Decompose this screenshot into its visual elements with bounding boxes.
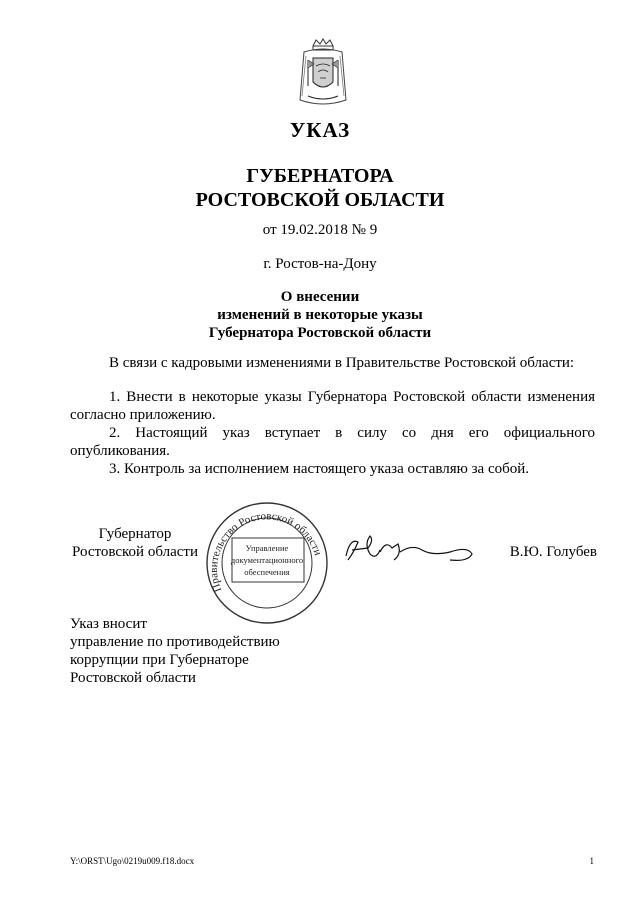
decree-item-1: 1. Внести в некоторые указы Губернатора Ростовской области изменения согласно приложению.	[70, 389, 595, 423]
footer-page-number: 1	[589, 856, 594, 866]
subtitle-line-1: ГУБЕРНАТОРА	[246, 165, 394, 187]
handwritten-signature	[340, 530, 490, 570]
coat-of-arms-emblem	[296, 38, 350, 110]
position-line-1: Губернатор	[98, 526, 172, 542]
subject-line-3: Губернатора Ростовской области	[208, 325, 432, 341]
signatory-position	[70, 525, 200, 561]
stamp-inner-line-1: Управление	[245, 543, 289, 553]
position-line-2: Ростовской области	[72, 544, 198, 560]
decree-items	[70, 388, 595, 478]
decree-item-3: 3. Контроль за исполнением настоящего указа оставляю за собой.	[109, 461, 530, 477]
stamp-inner-line-2: документационного	[230, 555, 304, 565]
stamp-inner-line-3: обеспечения	[244, 567, 290, 577]
submitted-by-line-4: Ростовской области	[70, 670, 196, 686]
footer-file-path: Y:\ORST\Ugo\0219u009.f18.docx	[70, 856, 195, 866]
preamble-text: В связи с кадровыми изменениями в Правительстве Ростовской области:	[109, 355, 575, 371]
date-number: от 19.02.2018 № 9	[262, 222, 378, 238]
submitted-by-line-3: коррупции при Губернаторе	[70, 652, 249, 668]
subject-line-1: О внесении	[280, 289, 360, 305]
subtitle-line-2: РОСТОВСКОЙ ОБЛАСТИ	[195, 189, 445, 211]
document-subject	[0, 288, 640, 342]
stamp-outer-text: Правительство Ростовской области	[207, 510, 324, 594]
document-subtitle	[0, 164, 640, 212]
official-stamp	[204, 500, 330, 626]
subject-line-2: изменений в некоторые указы	[217, 307, 423, 323]
signatory-name: В.Ю. Голубев	[509, 544, 597, 560]
preamble	[70, 354, 595, 372]
document-title: УКАЗ	[289, 118, 351, 142]
submitted-by-block	[70, 615, 370, 687]
submitted-by-line-2: управление по противодействию	[70, 634, 280, 650]
city: г. Ростов-на-Дону	[263, 256, 377, 272]
decree-item-2: 2. Настоящий указ вступает в силу со дня его официального опубликования.	[70, 425, 595, 459]
submitted-by-line-1: Указ вносит	[70, 616, 147, 632]
